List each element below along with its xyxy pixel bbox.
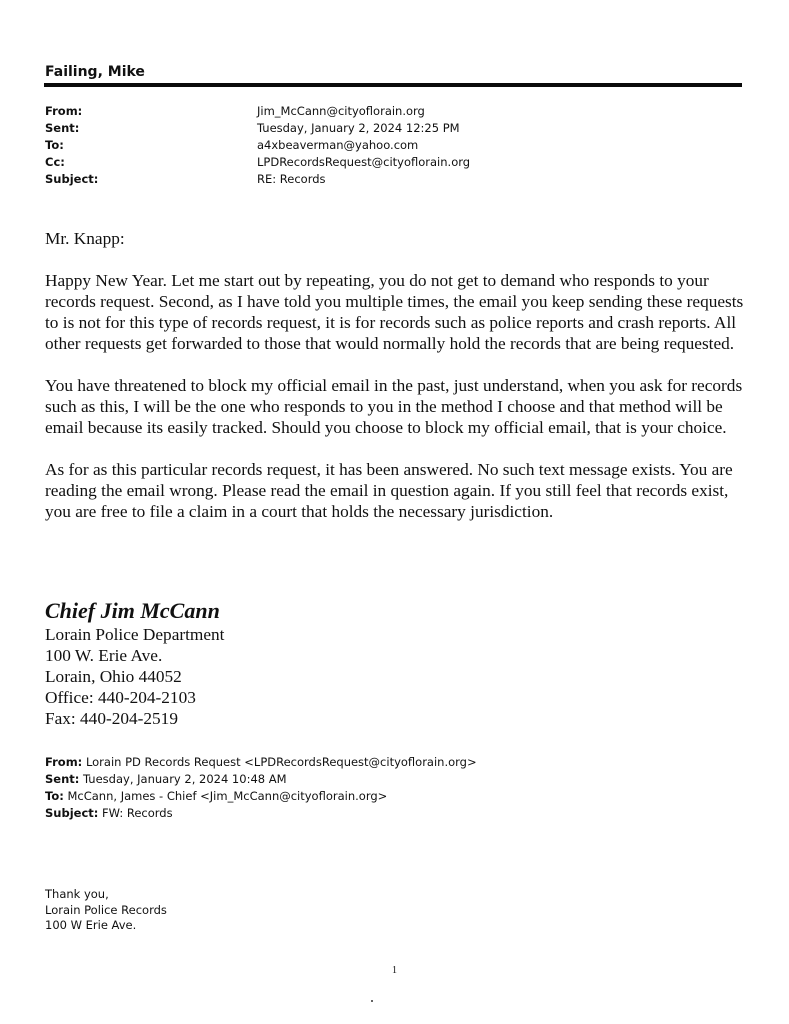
salutation: Mr. Knapp: <box>45 229 125 248</box>
closing-organization: Lorain Police Records <box>45 902 167 917</box>
forwarded-from-value: Lorain PD Records Request <LPDRecordsRequest@cityoflorain.org> <box>85 755 477 769</box>
forwarded-subject-label: Subject: <box>45 806 99 820</box>
header-sent-label: Sent: <box>45 121 80 135</box>
header-sent-row <box>45 120 470 137</box>
scan-speck <box>371 1000 373 1002</box>
signature-name: Chief Jim McCann <box>45 598 220 623</box>
header-subject-label: Subject: <box>45 172 99 186</box>
header-subject-value: RE: Records <box>257 172 326 186</box>
page-number: 1 <box>392 965 397 976</box>
closing-address: 100 W Erie Ave. <box>45 918 137 932</box>
signature-office-phone: Office: 440-204-2103 <box>45 688 196 707</box>
header-rule <box>44 83 742 87</box>
forwarded-sent-row <box>45 771 477 788</box>
header-to-row <box>45 137 470 154</box>
header-from-label: From: <box>45 104 83 118</box>
forwarded-closing <box>45 887 167 934</box>
body-paragraph: As for as this particular records request, it has been answered. No such text message exists. You are reading the email wrong. Please read the email in question again. If you still feel that records exist, you are free to file a claim in a court that holds the necessary jurisdiction. <box>45 460 733 521</box>
header-to-label: To: <box>45 138 64 152</box>
header-subject-row <box>45 171 470 188</box>
forwarded-subject-value: FW: Records <box>102 806 173 820</box>
forwarded-from-row <box>45 754 477 771</box>
email-signature <box>45 598 224 729</box>
forwarded-to-row <box>45 788 477 805</box>
header-to-value: a4xbeaverman@yahoo.com <box>257 138 419 152</box>
body-paragraph: You have threatened to block my official email in the past, just understand, when you ask for records such as this, I will be the one who responds to you in the method I choose and that method will be email because its easily tracked. Should you choose to block my official email, that is your choice. <box>45 376 743 437</box>
signature-fax: Fax: 440-204-2519 <box>45 709 178 728</box>
header-sent-value: Tuesday, January 2, 2024 12:25 PM <box>257 121 460 135</box>
forwarded-to-value: McCann, James - Chief <Jim_McCann@cityoflorain.org> <box>67 789 388 803</box>
forwarded-to-label: To: <box>45 789 64 803</box>
signature-department: Lorain Police Department <box>45 625 225 644</box>
email-header <box>45 103 470 188</box>
email-body <box>45 228 755 543</box>
printout-owner-name: Failing, Mike <box>45 64 145 80</box>
forwarded-subject-row <box>45 805 477 822</box>
closing-thanks: Thank you, <box>45 887 109 901</box>
forwarded-sent-label: Sent: <box>45 772 80 786</box>
header-from-row <box>45 103 470 120</box>
header-cc-value: LPDRecordsRequest@cityoflorain.org <box>257 155 471 169</box>
header-cc-label: Cc: <box>45 155 65 169</box>
signature-street: 100 W. Erie Ave. <box>45 646 163 665</box>
header-from-value: Jim_McCann@cityoflorain.org <box>257 104 425 118</box>
body-paragraph: Happy New Year. Let me start out by repeating, you do not get to demand who responds to your records request. Second, as I have told you multiple times, the email you keep sending these requests to is not for this type of records request, it is for records such as police reports and crash reports. All other requests get forwarded to those that would normally hold the records that are being requested. <box>45 271 744 353</box>
forwarded-message-header <box>45 754 477 822</box>
forwarded-from-label: From: <box>45 755 83 769</box>
signature-city: Lorain, Ohio 44052 <box>45 667 182 686</box>
header-cc-row <box>45 154 470 171</box>
forwarded-sent-value: Tuesday, January 2, 2024 10:48 AM <box>83 772 287 786</box>
